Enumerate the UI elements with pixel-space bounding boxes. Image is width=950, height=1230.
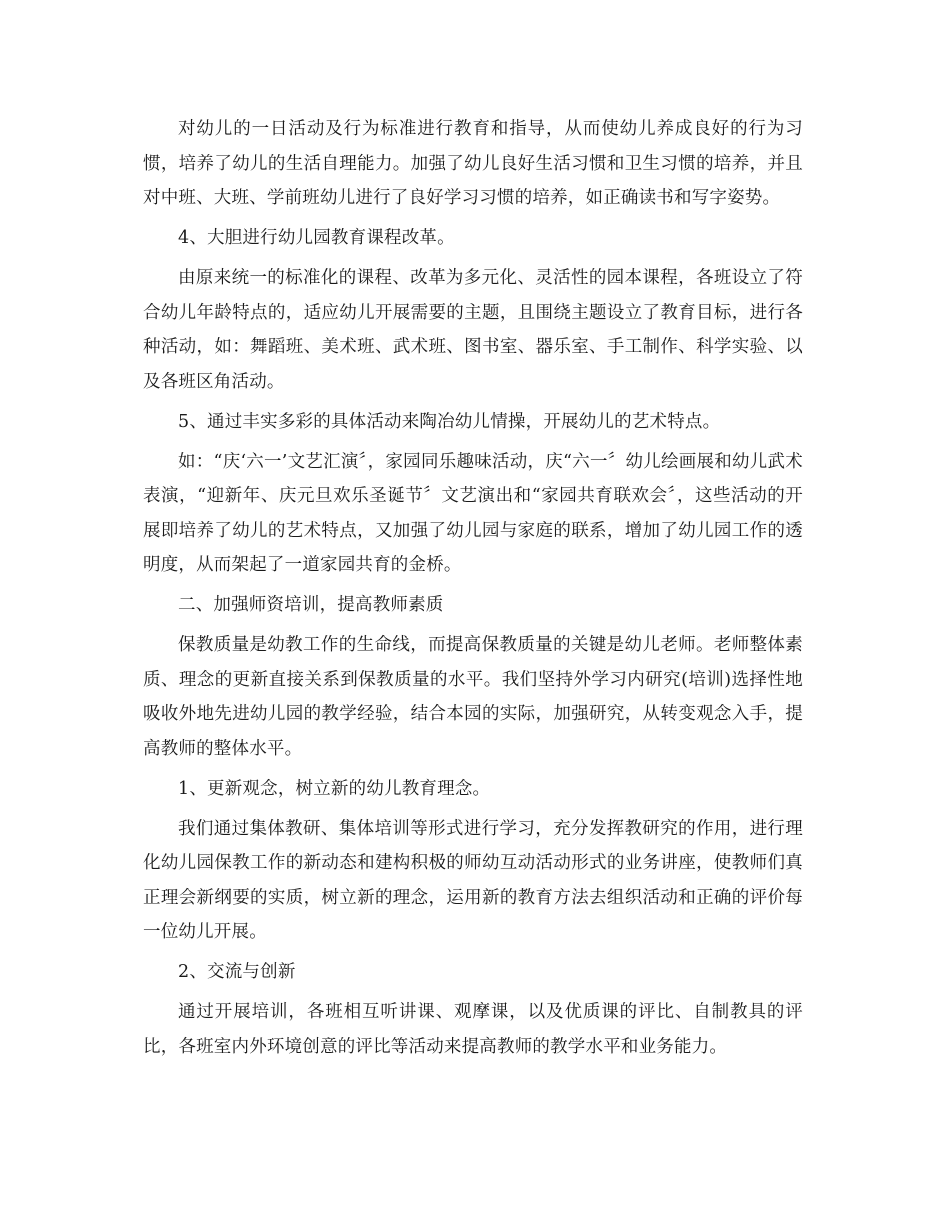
paragraph-daily-activities: 对幼儿的一日活动及行为标准进行教育和指导，从而使幼儿养成良好的行为习惯，培养了幼儿的生活自理能力。加强了幼儿良好生活习惯和卫生习惯的培养，并且对中班、大班、学前班幼儿进行了良好学习习惯的培养，如正确读书和写字姿势。: [143, 119, 803, 208]
paragraph-art-activities: 如：“庆‘六一’文艺汇演〞，家园同乐趣味活动，庆“六一〞幼儿绘画展和幼儿武术表演，“迎新年、庆元旦欢乐圣诞节〞文艺演出和“家园共育联欢会〞，这些活动的开展即培养了幼儿的艺术特点，又加强了幼儿园与家庭的联系，增加了幼儿园工作的透明度，从而架起了一道家园共育的金桥。: [143, 451, 803, 575]
section-heading-art-activities: 5、通过丰实多彩的具体活动来陶冶幼儿情操，开展幼儿的艺术特点。: [178, 411, 721, 432]
document-body: [143, 112, 803, 1070]
section-heading-exchange-innovation: 2、交流与创新: [178, 962, 296, 982]
paragraph-teacher-training: 保教质量是幼教工作的生命线，而提高保教质量的关键是幼儿老师。老师整体素质、理念的更新直接关系到保教质量的水平。我们坚持外学习内研究(培训)选择性地吸收外地先进幼儿园的教学经验，结合本园的实际，加强研究，从转变观念入手，提高教师的整体水平。: [143, 635, 803, 759]
paragraph-update-concepts: 我们通过集体教研、集体培训等形式进行学习，充分发挥教研究的作用，进行理化幼儿园保教工作的新动态和建构积极的师幼互动活动形式的业务讲座，使教师们真正理会新纲要的实质，树立新的理念，运用新的教育方法去组织活动和正确的评价每一位幼儿开展。: [143, 818, 803, 942]
paragraph-curriculum-reform: 由原来统一的标准化的课程、改革为多元化、灵活性的园本课程，各班设立了符合幼儿年龄特点的，适应幼儿开展需要的主题，且围绕主题设立了教育目标，进行各种活动，如：舞蹈班、美术班、武术班、图书室、器乐室、手工制作、科学实验、以及各班区角活动。: [143, 268, 803, 392]
section-heading-curriculum-reform: 4、大胆进行幼儿园教育课程改革。: [178, 228, 455, 248]
section-heading-update-concepts: 1、更新观念，树立新的幼儿教育理念。: [178, 778, 491, 799]
section-heading-teacher-training: 二、加强师资培训，提高教师素质: [178, 595, 444, 615]
paragraph-exchange-innovation: 通过开展培训，各班相互听讲课、观摩课，以及优质课的评比、自制教具的评比，各班室内外环境创意的评比等活动来提高教师的教学水平和业务能力。: [143, 1002, 803, 1057]
